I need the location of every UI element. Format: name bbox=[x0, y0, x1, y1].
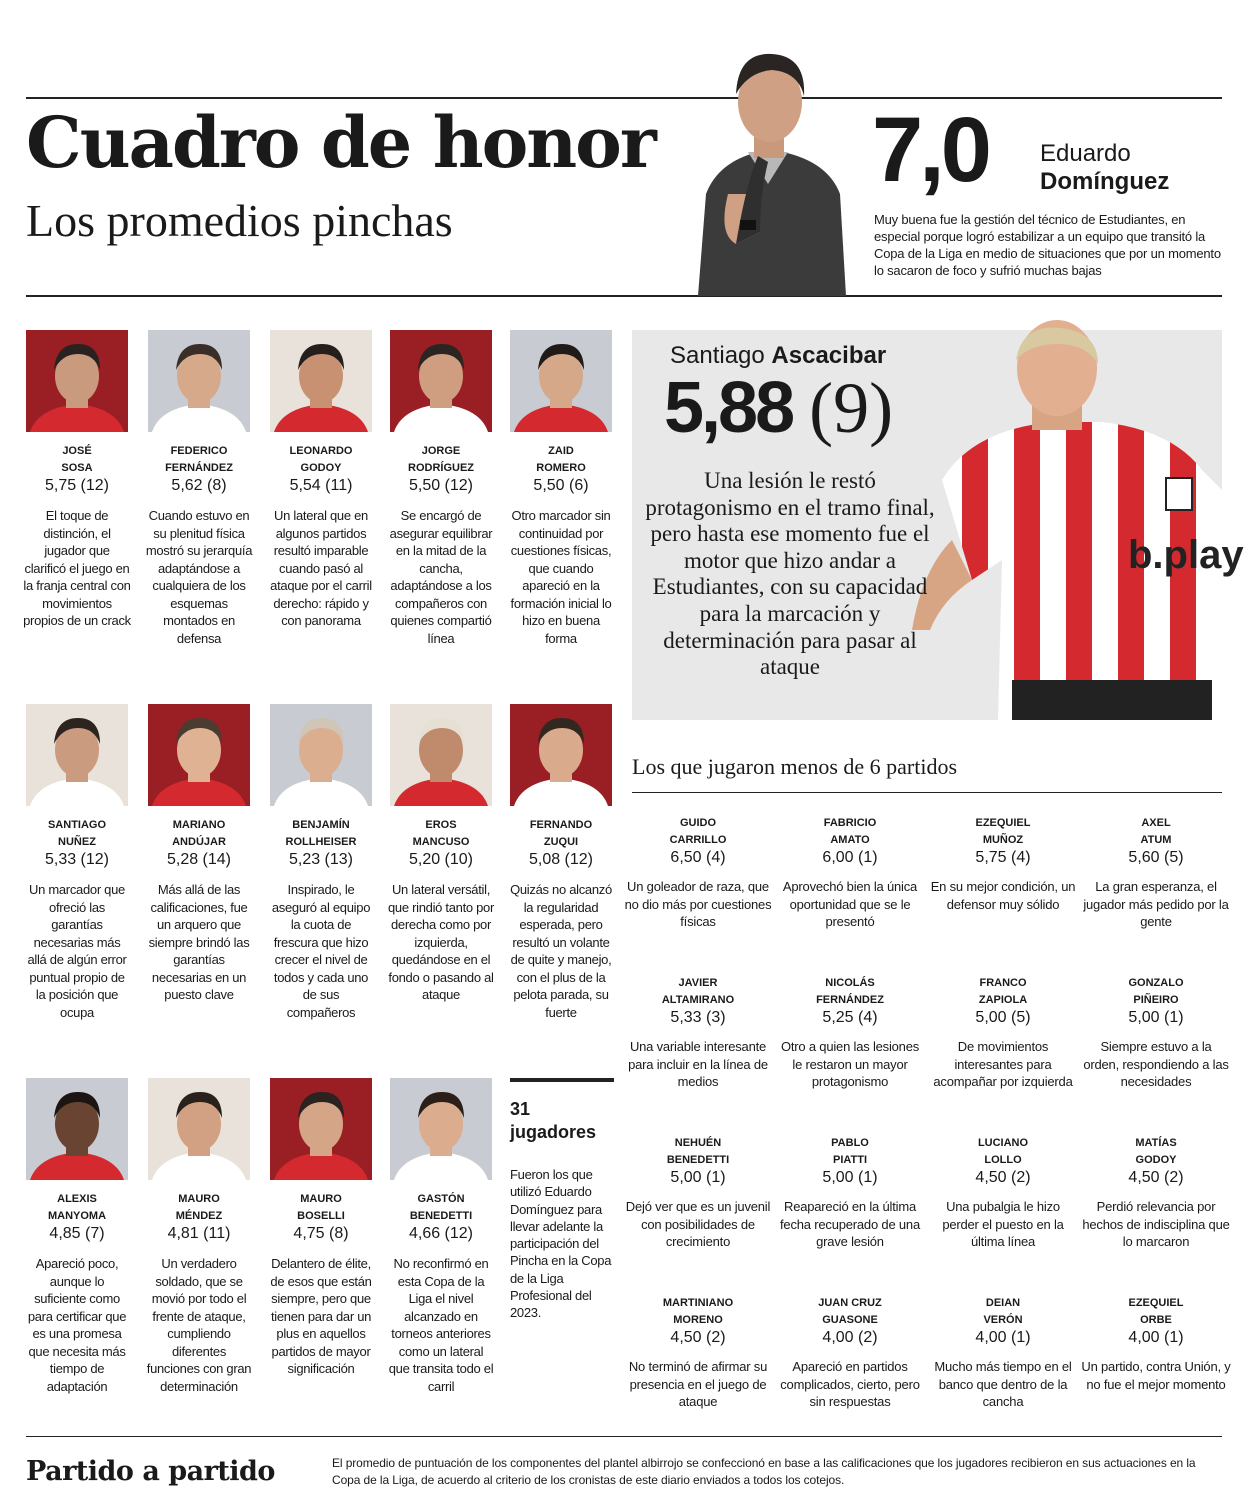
player-description: Un verdadero soldado, que se movió por todo el frente de ataque, cumpliendo diferentes funciones con gran determinación bbox=[146, 1256, 252, 1394]
less-player-first-name: GUIDO bbox=[679, 817, 717, 829]
player-first-name: EROS bbox=[425, 819, 457, 831]
less-player-score: 6,00 (1) bbox=[822, 849, 878, 866]
player-photo bbox=[510, 704, 612, 806]
player-score: 5,50 (6) bbox=[533, 477, 589, 494]
player-card bbox=[381, 1078, 501, 1395]
player-description: Apareció poco, aunque lo suficiente como para certificar que es una promesa que necesita más tiempo de adaptación bbox=[27, 1256, 127, 1394]
player-photo bbox=[390, 330, 492, 432]
player-score: 4,85 (7) bbox=[49, 1225, 105, 1242]
less-player-last-name: FERNÁNDEZ bbox=[816, 994, 884, 1006]
less-player-description: Siempre estuvo a la orden, respondiendo a las necesidades bbox=[1083, 1039, 1229, 1089]
less-player-description: De movimientos interesantes para acompañar por izquierda bbox=[933, 1039, 1073, 1089]
less-player-first-name: FRANCO bbox=[979, 977, 1027, 989]
less-player-card bbox=[775, 975, 925, 1091]
less-player-card bbox=[623, 975, 773, 1091]
less-player-description: Perdió relevancia por hechos de indisciplina que lo marcaron bbox=[1082, 1199, 1230, 1249]
player-description: Otro marcador sin continuidad por cuestiones físicas, que cuando apareció en la formación inicial lo hizo en buena forma bbox=[510, 508, 612, 646]
top-rule bbox=[26, 97, 1222, 99]
player-score: 4,75 (8) bbox=[293, 1225, 349, 1242]
player-last-name: ZUQUI bbox=[543, 836, 579, 848]
header-bottom-rule bbox=[26, 295, 1222, 297]
player-first-name: MAURO bbox=[178, 1193, 220, 1205]
player-last-name: ROMERO bbox=[536, 462, 586, 474]
less-player-first-name: NICOLÁS bbox=[825, 977, 875, 989]
less-player-first-name: DEIAN bbox=[985, 1297, 1021, 1309]
less-player-first-name: GONZALO bbox=[1128, 977, 1184, 989]
less-player-last-name: PIÑEIRO bbox=[1133, 994, 1179, 1006]
less-player-first-name: JUAN CRUZ bbox=[818, 1297, 882, 1309]
less-player-score: 5,33 (3) bbox=[670, 1009, 726, 1026]
player-photo bbox=[510, 330, 612, 432]
less-player-card bbox=[928, 1135, 1078, 1251]
player-first-name: FEDERICO bbox=[170, 445, 228, 457]
player-description: Un lateral versátil, que rindió tanto por derecha como por izquierda, quedándose en el fondo o pasando al ataque bbox=[387, 882, 495, 1002]
player-first-name: JORGE bbox=[421, 445, 461, 457]
less-player-last-name: ORBE bbox=[1140, 1314, 1172, 1326]
less-player-first-name: LUCIANO bbox=[977, 1137, 1029, 1149]
coach-photo bbox=[688, 44, 848, 296]
player-description: Un lateral que en algunos partidos resultó imparable cuando pasó al ataque por el carril derecho: rápido y con panorama bbox=[270, 508, 372, 628]
less-player-first-name: NEHUÉN bbox=[674, 1137, 722, 1149]
less-player-last-name: GUASONE bbox=[822, 1314, 878, 1326]
footer-heading: Partido a partido bbox=[26, 1456, 275, 1487]
player-score: 5,08 (12) bbox=[528, 851, 594, 868]
player-description: Un marcador que ofreció las garantías necesarias más allá de algún error puntual propio de la posición que ocupa bbox=[27, 882, 127, 1020]
less-player-description: Dejó ver que es un juvenil con posibilidades de crecimiento bbox=[625, 1199, 771, 1249]
player-first-name: ALEXIS bbox=[57, 1193, 97, 1205]
player-card bbox=[501, 704, 621, 1021]
player-last-name: MANCUSO bbox=[412, 836, 470, 848]
player-photo bbox=[26, 330, 128, 432]
less-player-last-name: MUÑOZ bbox=[982, 834, 1024, 846]
less-player-description: Un goleador de raza, que no dio más por cuestiones físicas bbox=[624, 879, 772, 929]
less-player-last-name: ALTAMIRANO bbox=[661, 994, 735, 1006]
player-first-name: ZAID bbox=[548, 445, 574, 457]
player-last-name: FERNÁNDEZ bbox=[165, 462, 233, 474]
player-photo bbox=[390, 1078, 492, 1180]
page-subtitle: Los promedios pinchas bbox=[26, 195, 453, 246]
less-player-description: Otro a quien las lesiones le restaron un mayor protagonismo bbox=[780, 1039, 920, 1089]
player-card bbox=[261, 330, 381, 630]
less-player-score: 4,00 (1) bbox=[1128, 1329, 1184, 1346]
footer-note: El promedio de puntuación de los componentes del plantel albirrojo se confeccionó en base a las calificaciones que los jugadores recibieron en sus actuaciones en la Copa de la Liga, de acuerdo al criterio de los cronistas de este diario enviados a todos los cotejos. bbox=[332, 1456, 1196, 1487]
player-photo bbox=[148, 330, 250, 432]
player-last-name: MÉNDEZ bbox=[175, 1210, 223, 1222]
less-player-first-name: PABLO bbox=[831, 1137, 869, 1149]
player-photo bbox=[26, 1078, 128, 1180]
less-player-card bbox=[1081, 1135, 1231, 1251]
player-last-name: GODOY bbox=[300, 462, 342, 474]
player-photo bbox=[270, 1078, 372, 1180]
less-player-score: 4,50 (2) bbox=[670, 1329, 726, 1346]
less-player-first-name: AXEL bbox=[1141, 817, 1171, 829]
player-last-name: RODRÍGUEZ bbox=[408, 462, 474, 474]
less-player-score: 4,00 (2) bbox=[822, 1329, 878, 1346]
player-first-name: MARIANO bbox=[172, 819, 226, 831]
player-description: No reconfirmó en esta Copa de la Liga el nivel alcanzado en torneos anteriores como un lateral que transita todo el carril bbox=[388, 1256, 494, 1394]
player-score: 5,54 (11) bbox=[289, 477, 353, 494]
player-description: El toque de distinción, el jugador que clarificó el juego en la franja central con movimientos propios de un crack bbox=[23, 508, 131, 628]
coach-first-name: Eduardo bbox=[1040, 140, 1131, 167]
player-card bbox=[17, 704, 137, 1021]
player-photo bbox=[148, 1078, 250, 1180]
footer-top-rule bbox=[26, 1436, 1222, 1437]
player-description: Se encargó de asegurar equilibrar en la mitad de la cancha, adaptándose a los compañeros con quienes compartió línea bbox=[389, 508, 493, 646]
less-player-description: Reapareció en la última fecha recuperado de una grave lesión bbox=[780, 1199, 920, 1249]
player-photo bbox=[270, 704, 372, 806]
less-player-card bbox=[775, 1135, 925, 1251]
less-player-last-name: MORENO bbox=[673, 1314, 723, 1326]
player-card bbox=[17, 1078, 137, 1395]
less-player-score: 5,60 (5) bbox=[1128, 849, 1184, 866]
player-description: Más allá de las calificaciones, fue un arquero que siempre brindó las garantías necesarias en un puesto clave bbox=[148, 882, 250, 1002]
player-description: Delantero de élite, de esos que están siempre, pero que tienen para dar un plus en aquellos partidos de mayor significación bbox=[270, 1256, 372, 1376]
player-photo bbox=[270, 330, 372, 432]
player-last-name: SOSA bbox=[61, 462, 93, 474]
player-first-name: GASTÓN bbox=[417, 1193, 465, 1205]
player-score: 5,50 (12) bbox=[408, 477, 474, 494]
less-player-score: 5,75 (4) bbox=[975, 849, 1031, 866]
less-player-description: Apareció en partidos complicados, cierto, pero sin respuestas bbox=[780, 1359, 920, 1409]
shirt-sponsor-label: b.play bbox=[1128, 533, 1244, 577]
less-player-last-name: CARRILLO bbox=[669, 834, 727, 846]
player-description: Cuando estuvo en su plenitud física mostró su jerarquía adaptándose a cualquiera de los esquemas montados en defensa bbox=[145, 508, 253, 646]
player-last-name: BENEDETTI bbox=[409, 1210, 473, 1222]
featured-player-photo bbox=[902, 330, 1244, 720]
player-card bbox=[139, 1078, 259, 1395]
less-player-first-name: JAVIER bbox=[678, 977, 718, 989]
less-player-score: 5,00 (5) bbox=[975, 1009, 1031, 1026]
less-player-card bbox=[775, 815, 925, 931]
player-score: 4,66 (12) bbox=[408, 1225, 474, 1242]
player-score: 5,20 (10) bbox=[408, 851, 474, 868]
less-player-card bbox=[928, 975, 1078, 1091]
less-player-score: 4,50 (2) bbox=[1128, 1169, 1184, 1186]
less-player-score: 5,00 (1) bbox=[1128, 1009, 1184, 1026]
player-card bbox=[381, 330, 501, 647]
less-player-first-name: MATÍAS bbox=[1135, 1137, 1177, 1149]
player-first-name: SANTIAGO bbox=[47, 819, 107, 831]
less-player-score: 5,25 (4) bbox=[822, 1009, 878, 1026]
less-player-score: 5,00 (1) bbox=[670, 1169, 726, 1186]
less-player-card bbox=[1081, 815, 1231, 931]
player-card bbox=[17, 330, 137, 630]
player-card bbox=[261, 1078, 381, 1378]
player-count-bar bbox=[510, 1078, 614, 1082]
player-score: 5,33 (12) bbox=[44, 851, 110, 868]
player-card bbox=[381, 704, 501, 1004]
less-player-description: Un partido, contra Unión, y no fue el mejor momento bbox=[1081, 1359, 1231, 1392]
less-player-description: No terminó de afirmar su presencia en el juego de ataque bbox=[628, 1359, 768, 1409]
less-player-score: 4,50 (2) bbox=[975, 1169, 1031, 1186]
less-player-last-name: BENEDETTI bbox=[666, 1154, 730, 1166]
less-player-last-name: GODOY bbox=[1135, 1154, 1177, 1166]
less-player-last-name: AMATO bbox=[830, 834, 870, 846]
less-player-card bbox=[775, 1295, 925, 1411]
player-photo bbox=[390, 704, 492, 806]
less-matches-heading: Los que jugaron menos de 6 partidos bbox=[632, 754, 958, 779]
less-player-last-name: PIATTI bbox=[832, 1154, 867, 1166]
less-player-card bbox=[928, 1295, 1078, 1411]
player-first-name: LEONARDO bbox=[289, 445, 353, 457]
less-player-card bbox=[623, 1135, 773, 1251]
less-player-last-name: VERÓN bbox=[983, 1314, 1023, 1326]
player-score: 5,23 (13) bbox=[288, 851, 354, 868]
player-first-name: JOSÉ bbox=[62, 445, 92, 457]
player-last-name: ROLLHEISER bbox=[285, 836, 357, 848]
player-last-name: ANDÚJAR bbox=[172, 836, 226, 848]
player-first-name: FERNANDO bbox=[529, 819, 593, 831]
less-player-card bbox=[1081, 975, 1231, 1091]
player-photo bbox=[148, 704, 250, 806]
less-player-first-name: MARTINIANO bbox=[662, 1297, 734, 1309]
less-player-score: 4,00 (1) bbox=[975, 1329, 1031, 1346]
player-score: 4,81 (11) bbox=[167, 1225, 231, 1242]
player-last-name: MANYOMA bbox=[47, 1210, 107, 1222]
player-score: 5,28 (14) bbox=[166, 851, 232, 868]
player-photo bbox=[26, 704, 128, 806]
less-player-last-name: ZAPIOLA bbox=[978, 994, 1028, 1006]
player-card bbox=[261, 704, 381, 1021]
page-title: Cuadro de honor bbox=[26, 101, 655, 184]
less-player-description: Mucho más tiempo en el banco que dentro de la cancha bbox=[934, 1359, 1072, 1409]
coach-description: Muy buena fue la gestión del técnico de Estudiantes, en especial porque logró estabilizar a un equipo que transitó la Copa de la Liga en medio de situaciones que por un momento lo sacaron de foco y sufrió muchas bajas bbox=[874, 212, 1221, 278]
less-player-card bbox=[1081, 1295, 1231, 1393]
coach-last-name: Domínguez bbox=[1040, 168, 1170, 195]
player-count-text: Fueron los que utilizó Eduardo Domínguez para llevar adelante la participación del Pincha en la Copa de la Liga Profesional del 2023. bbox=[510, 1167, 612, 1321]
less-player-first-name: EZEQUIEL bbox=[1128, 1297, 1184, 1309]
player-card bbox=[501, 330, 621, 647]
player-first-name: BENJAMÍN bbox=[292, 819, 350, 831]
less-player-score: 5,00 (1) bbox=[822, 1169, 878, 1186]
featured-player-box bbox=[632, 330, 1244, 720]
less-player-card bbox=[623, 1295, 773, 1411]
player-card bbox=[139, 704, 259, 1004]
player-description: Inspirado, le aseguró al equipo la cuota de frescura que hizo crecer el nivel de todos y cada uno de sus compañeros bbox=[271, 882, 371, 1020]
player-score: 5,62 (8) bbox=[171, 477, 227, 494]
player-last-name: BOSELLI bbox=[297, 1210, 345, 1222]
less-player-description: La gran esperanza, el jugador más pedido por la gente bbox=[1083, 879, 1229, 929]
less-player-card bbox=[928, 815, 1078, 913]
less-player-description: Aprovechó bien la única oportunidad que se le presentó bbox=[782, 879, 918, 929]
less-player-last-name: ATUM bbox=[1140, 834, 1172, 846]
less-matches-rule bbox=[632, 792, 1222, 793]
player-first-name: MAURO bbox=[300, 1193, 342, 1205]
player-last-name: NUÑEZ bbox=[58, 836, 96, 848]
featured-player-score: 5,88 (9) bbox=[664, 368, 894, 448]
less-player-first-name: EZEQUIEL bbox=[975, 817, 1031, 829]
coach-score: 7,0 bbox=[872, 99, 988, 201]
player-count-box bbox=[510, 1078, 614, 1322]
featured-player-name: Santiago Ascacibar bbox=[670, 342, 887, 369]
featured-player-description: Una lesión le restó protagonismo en el tramo final, pero hasta ese momento fue el motor que hizo andar a Estudiantes, con su capacidad para la marcación y determinación para pasar al ataque bbox=[645, 468, 935, 680]
less-player-first-name: FABRICIO bbox=[823, 817, 877, 829]
player-score: 5,75 (12) bbox=[44, 477, 110, 494]
player-description: Quizás no alcanzó la regularidad esperada, pero resultó un volante de quite y manejo, con el plus de la pelota parada, su fuerte bbox=[510, 882, 612, 1020]
player-count-title: 31 jugadores bbox=[510, 1099, 597, 1142]
less-player-description: Una pubalgia le hizo perder el puesto en la última línea bbox=[942, 1199, 1064, 1249]
less-player-score: 6,50 (4) bbox=[670, 849, 726, 866]
less-player-last-name: LOLLO bbox=[984, 1154, 1022, 1166]
player-card bbox=[139, 330, 259, 647]
less-player-card bbox=[623, 815, 773, 931]
less-player-description: Una variable interesante para incluir en la línea de medios bbox=[628, 1039, 768, 1089]
less-player-description: En su mejor condición, un defensor muy sólido bbox=[930, 879, 1076, 912]
